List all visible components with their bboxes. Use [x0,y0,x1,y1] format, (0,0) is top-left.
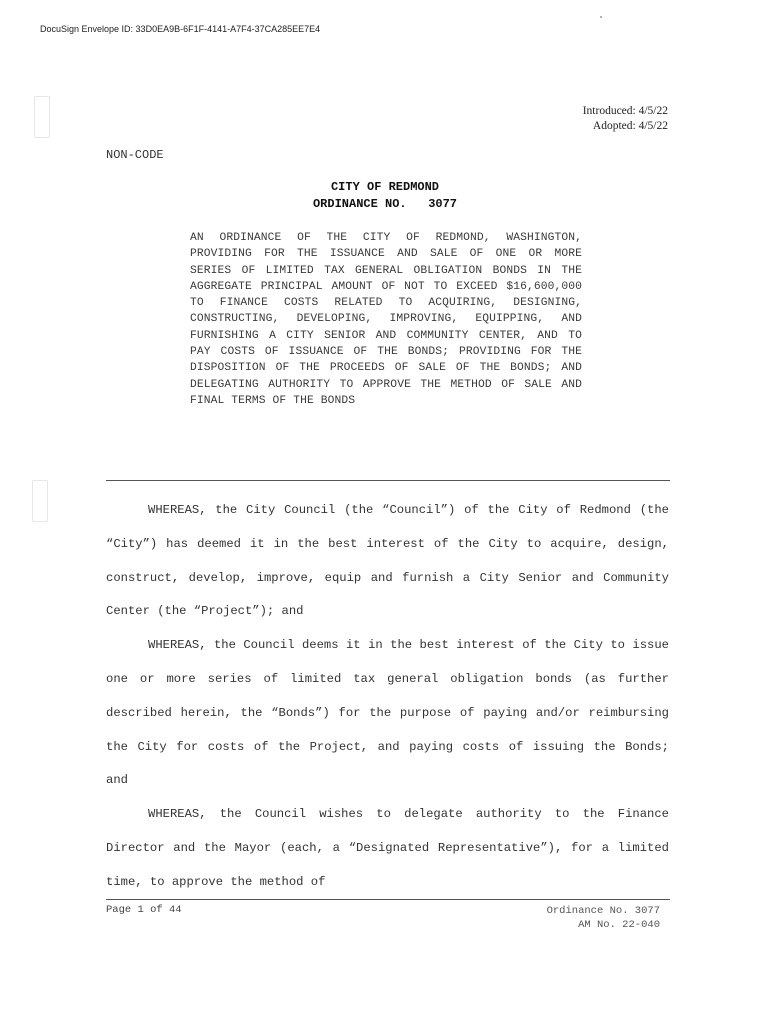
scan-hole-mark-middle [32,480,48,522]
introduced-date: Introduced: 4/5/22 [582,105,668,117]
docusign-envelope-id: DocuSign Envelope ID: 33D0EA9B-6F1F-4141-A7F4-37CA285EE7E4 [40,24,321,34]
recital-paragraph-3: WHEREAS, the Council wishes to delegate authority to the Finance Director and the Mayor (each, a “Designated Representative”), for a limited time, to approve the method of [106,807,669,889]
ordinance-body [106,494,669,900]
footer-ordinance-number: Ordinance No. 3077 [546,905,660,917]
page-number: Page 1 of 44 [106,904,182,916]
title-divider [106,480,670,481]
ordinance-number: ORDINANCE NO. 3077 [312,197,458,211]
scan-speck [600,16,602,18]
footer-am-number: AM No. 22-040 [578,919,660,931]
footer-reference [547,904,660,932]
code-label: NON-CODE [106,148,164,162]
adopted-date: Adopted: 4/5/22 [592,120,668,132]
recital-paragraph-1: WHEREAS, the City Council (the “Council”) of the City of Redmond (the “City”) has deemed it in the best interest of the City to acquire, design, construct, develop, improve, equip and furnish a City Senior and Community Center (the “Project”); and [106,503,669,619]
dates-block [583,104,668,134]
recital-paragraph-2: WHEREAS, the Council deems it in the best interest of the City to issue one or more series of limited tax general obligation bonds (as further described herein, the “Bonds”) for the purpose of paying and/or reimbursing the City for costs of the Project, and paying costs of issuing the Bonds; and [106,638,669,788]
scan-hole-mark-top [34,96,50,138]
ordinance-abstract: AN ORDINANCE OF THE CITY OF REDMOND, WASHINGTON, PROVIDING FOR THE ISSUANCE AND SALE OF ONE OR MORE SERIES OF LIMITED TAX GENERAL OBLIGATION BONDS IN THE AGGREGATE PRINCIPAL AMOUNT OF NOT TO EXCEED $16,600,000 TO FINANCE COSTS RELATED TO ACQUIRING, DESIGNING, CONSTRUCTING, DEVELOPING, IMPROVING, EQUIPPING, AND FURNISHING A CITY SENIOR AND COMMUNITY CENTER, AND TO PAY COSTS OF ISSUANCE OF THE BONDS; PROVIDING FOR THE DISPOSITION OF THE PROCEEDS OF SALE OF THE BONDS; AND DELEGATING AUTHORITY TO APPROVE THE METHOD OF SALE AND FINAL TERMS OF THE BONDS [190,232,582,407]
footer-divider [106,899,670,900]
city-title: CITY OF REDMOND [330,180,440,194]
